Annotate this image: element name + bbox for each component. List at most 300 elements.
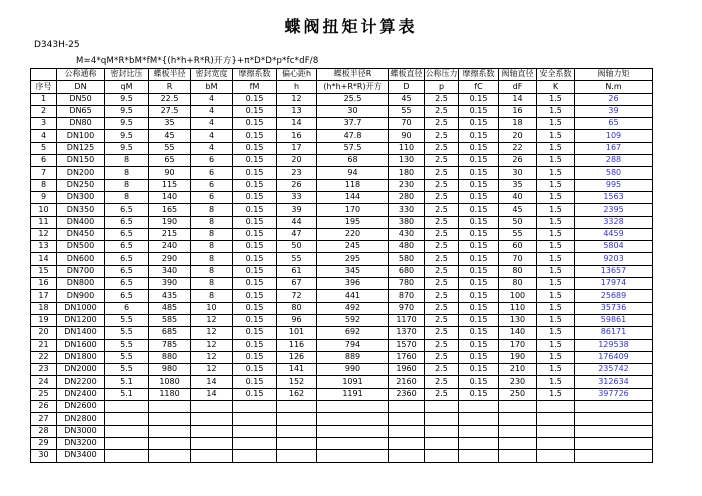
cell-r: 685 <box>149 327 191 339</box>
cell-k: 1.5 <box>537 314 575 326</box>
cell-qm <box>105 401 149 413</box>
cell-k: 1.5 <box>537 118 575 130</box>
cell-dn: DN800 <box>57 278 105 290</box>
cell-sqrt: 30 <box>317 105 389 117</box>
cell-dn: DN50 <box>57 93 105 105</box>
cell-sqrt: 692 <box>317 327 389 339</box>
cell-torque: 25689 <box>575 290 653 302</box>
cell-sqrt <box>317 413 389 425</box>
cell-qm: 9.5 <box>105 105 149 117</box>
cell-r: 880 <box>149 351 191 363</box>
cell-fc: 0.15 <box>459 253 499 265</box>
cell-p <box>425 450 459 462</box>
cell-r: 785 <box>149 339 191 351</box>
header-cell-dn-r1: 公称通称 <box>57 69 105 81</box>
cell-fm: 0.15 <box>233 167 277 179</box>
cell-r: 90 <box>149 167 191 179</box>
cell-qm: 8 <box>105 179 149 191</box>
cell-index: 14 <box>31 253 57 265</box>
cell-torque: 1563 <box>575 191 653 203</box>
cell-index: 11 <box>31 216 57 228</box>
cell-df: 14 <box>499 93 537 105</box>
cell-torque <box>575 450 653 462</box>
cell-bm <box>191 413 233 425</box>
cell-df: 55 <box>499 228 537 240</box>
cell-h: 26 <box>277 179 317 191</box>
table-row <box>31 241 653 253</box>
cell-df <box>499 425 537 437</box>
cell-fc <box>459 401 499 413</box>
cell-qm: 8 <box>105 155 149 167</box>
cell-k: 1.5 <box>537 376 575 388</box>
cell-index: 6 <box>31 155 57 167</box>
cell-r: 390 <box>149 278 191 290</box>
table-row <box>31 204 653 216</box>
cell-k: 1.5 <box>537 290 575 302</box>
cell-torque: 39 <box>575 105 653 117</box>
cell-sqrt <box>317 401 389 413</box>
cell-bm: 6 <box>191 191 233 203</box>
header-cell-h-r1: 偏心距h <box>277 69 317 81</box>
header-cell-p-r1: 公称压力 <box>425 69 459 81</box>
cell-fm <box>233 413 277 425</box>
cell-p <box>425 425 459 437</box>
cell-d: 680 <box>389 265 425 277</box>
cell-d: 1570 <box>389 339 425 351</box>
cell-p: 2.5 <box>425 105 459 117</box>
cell-d <box>389 413 425 425</box>
cell-torque: 5804 <box>575 241 653 253</box>
cell-sqrt: 592 <box>317 314 389 326</box>
cell-index: 23 <box>31 364 57 376</box>
cell-p: 2.5 <box>425 191 459 203</box>
cell-qm: 8 <box>105 167 149 179</box>
cell-qm: 6.5 <box>105 290 149 302</box>
table-row <box>31 376 653 388</box>
cell-df <box>499 437 537 449</box>
cell-bm: 8 <box>191 278 233 290</box>
cell-fc: 0.15 <box>459 105 499 117</box>
cell-sqrt <box>317 425 389 437</box>
cell-fc: 0.15 <box>459 376 499 388</box>
cell-fm: 0.15 <box>233 351 277 363</box>
cell-torque: 65 <box>575 118 653 130</box>
cell-df: 26 <box>499 155 537 167</box>
header-cell-sqrt-r2: (h*h+R*R)开方 <box>317 81 389 93</box>
cell-sqrt: 441 <box>317 290 389 302</box>
header-cell-p-r2: p <box>425 81 459 93</box>
cell-h <box>277 450 317 462</box>
cell-torque: 397726 <box>575 388 653 400</box>
cell-index: 18 <box>31 302 57 314</box>
cell-sqrt: 396 <box>317 278 389 290</box>
cell-index: 19 <box>31 314 57 326</box>
cell-d: 1370 <box>389 327 425 339</box>
cell-df: 50 <box>499 216 537 228</box>
cell-bm: 8 <box>191 241 233 253</box>
cell-sqrt: 295 <box>317 253 389 265</box>
cell-r: 290 <box>149 253 191 265</box>
cell-d <box>389 450 425 462</box>
cell-k: 1.5 <box>537 191 575 203</box>
cell-fc: 0.15 <box>459 142 499 154</box>
cell-k <box>537 401 575 413</box>
cell-r: 55 <box>149 142 191 154</box>
cell-h: 72 <box>277 290 317 302</box>
cell-index: 27 <box>31 413 57 425</box>
cell-r: 1180 <box>149 388 191 400</box>
cell-df: 130 <box>499 314 537 326</box>
cell-bm: 6 <box>191 179 233 191</box>
header-cell-index-r2: 序号 <box>31 81 57 93</box>
cell-h: 96 <box>277 314 317 326</box>
cell-fc: 0.15 <box>459 351 499 363</box>
cell-torque <box>575 413 653 425</box>
cell-index: 13 <box>31 241 57 253</box>
cell-k: 1.5 <box>537 216 575 228</box>
cell-fc: 0.15 <box>459 314 499 326</box>
cell-r <box>149 450 191 462</box>
cell-fm: 0.15 <box>233 191 277 203</box>
cell-sqrt: 492 <box>317 302 389 314</box>
table-header <box>31 69 653 94</box>
cell-bm: 4 <box>191 130 233 142</box>
table-row <box>31 401 653 413</box>
cell-torque: 3328 <box>575 216 653 228</box>
cell-p <box>425 401 459 413</box>
cell-fm: 0.15 <box>233 302 277 314</box>
cell-index: 7 <box>31 167 57 179</box>
cell-sqrt: 25.5 <box>317 93 389 105</box>
cell-bm: 8 <box>191 253 233 265</box>
table-row <box>31 339 653 351</box>
cell-index: 4 <box>31 130 57 142</box>
cell-k: 1.5 <box>537 228 575 240</box>
cell-qm: 5.5 <box>105 327 149 339</box>
cell-h <box>277 437 317 449</box>
cell-df: 35 <box>499 179 537 191</box>
cell-qm: 6.5 <box>105 204 149 216</box>
cell-p: 2.5 <box>425 339 459 351</box>
cell-r: 115 <box>149 179 191 191</box>
cell-sqrt: 94 <box>317 167 389 179</box>
cell-bm: 12 <box>191 364 233 376</box>
cell-r: 585 <box>149 314 191 326</box>
table-row <box>31 253 653 265</box>
table-row <box>31 388 653 400</box>
cell-index: 15 <box>31 265 57 277</box>
table-body <box>31 93 653 462</box>
cell-qm: 5.5 <box>105 351 149 363</box>
cell-qm: 9.5 <box>105 93 149 105</box>
cell-df: 22 <box>499 142 537 154</box>
cell-index: 29 <box>31 437 57 449</box>
cell-dn: DN1400 <box>57 327 105 339</box>
cell-dn: DN125 <box>57 142 105 154</box>
cell-fc: 0.15 <box>459 130 499 142</box>
header-cell-index-r1 <box>31 69 57 81</box>
cell-fm: 0.15 <box>233 376 277 388</box>
header-cell-fm-r1: 摩擦系数 <box>233 69 277 81</box>
cell-fc: 0.15 <box>459 278 499 290</box>
cell-d: 45 <box>389 93 425 105</box>
cell-sqrt: 990 <box>317 364 389 376</box>
cell-d: 580 <box>389 253 425 265</box>
cell-dn: DN2200 <box>57 376 105 388</box>
table-row <box>31 425 653 437</box>
cell-k: 1.5 <box>537 179 575 191</box>
cell-qm <box>105 437 149 449</box>
cell-sqrt: 1091 <box>317 376 389 388</box>
table-row <box>31 364 653 376</box>
cell-df: 110 <box>499 302 537 314</box>
cell-df: 45 <box>499 204 537 216</box>
cell-p: 2.5 <box>425 253 459 265</box>
cell-df: 18 <box>499 118 537 130</box>
cell-p: 2.5 <box>425 327 459 339</box>
table-row <box>31 327 653 339</box>
cell-dn: DN1000 <box>57 302 105 314</box>
cell-bm: 8 <box>191 216 233 228</box>
cell-bm: 6 <box>191 155 233 167</box>
cell-dn: DN250 <box>57 179 105 191</box>
cell-index: 26 <box>31 401 57 413</box>
cell-fm: 0.15 <box>233 216 277 228</box>
cell-k: 1.5 <box>537 130 575 142</box>
cell-index: 2 <box>31 105 57 117</box>
cell-r: 190 <box>149 216 191 228</box>
cell-sqrt: 47.8 <box>317 130 389 142</box>
cell-r: 240 <box>149 241 191 253</box>
model-code: D343H-25 <box>34 40 80 50</box>
table-row <box>31 228 653 240</box>
cell-torque: 129538 <box>575 339 653 351</box>
header-cell-bm-r2: bM <box>191 81 233 93</box>
cell-fc: 0.15 <box>459 191 499 203</box>
cell-df <box>499 401 537 413</box>
table-row <box>31 314 653 326</box>
cell-bm <box>191 437 233 449</box>
header-cell-fc-r1: 摩擦系数 <box>459 69 499 81</box>
table-row <box>31 155 653 167</box>
cell-qm: 6.5 <box>105 253 149 265</box>
cell-index: 8 <box>31 179 57 191</box>
cell-fm: 0.15 <box>233 155 277 167</box>
header-cell-df-r1: 阀轴直径 <box>499 69 537 81</box>
cell-fm: 0.15 <box>233 388 277 400</box>
cell-k: 1.5 <box>537 253 575 265</box>
cell-bm: 12 <box>191 351 233 363</box>
cell-torque: 167 <box>575 142 653 154</box>
cell-r: 65 <box>149 155 191 167</box>
cell-fm: 0.15 <box>233 179 277 191</box>
table-row <box>31 130 653 142</box>
cell-sqrt: 889 <box>317 351 389 363</box>
cell-qm: 9.5 <box>105 130 149 142</box>
cell-h <box>277 401 317 413</box>
cell-d: 2360 <box>389 388 425 400</box>
cell-p: 2.5 <box>425 364 459 376</box>
cell-r <box>149 425 191 437</box>
cell-h: 14 <box>277 118 317 130</box>
cell-h: 80 <box>277 302 317 314</box>
cell-torque: 288 <box>575 155 653 167</box>
cell-k: 1.5 <box>537 105 575 117</box>
cell-bm: 10 <box>191 302 233 314</box>
cell-h: 141 <box>277 364 317 376</box>
cell-d: 2160 <box>389 376 425 388</box>
cell-qm: 5.1 <box>105 388 149 400</box>
cell-fc: 0.15 <box>459 265 499 277</box>
cell-p: 2.5 <box>425 376 459 388</box>
cell-index: 1 <box>31 93 57 105</box>
cell-k: 1.5 <box>537 265 575 277</box>
cell-torque: 235742 <box>575 364 653 376</box>
cell-p: 2.5 <box>425 130 459 142</box>
cell-sqrt: 37.7 <box>317 118 389 130</box>
cell-df: 230 <box>499 376 537 388</box>
cell-dn: DN2600 <box>57 401 105 413</box>
cell-dn: DN450 <box>57 228 105 240</box>
cell-h: 67 <box>277 278 317 290</box>
cell-dn: DN2800 <box>57 413 105 425</box>
cell-fm: 0.15 <box>233 278 277 290</box>
cell-fc <box>459 450 499 462</box>
header-cell-bm-r1: 密封宽度 <box>191 69 233 81</box>
cell-qm: 8 <box>105 191 149 203</box>
cell-torque <box>575 401 653 413</box>
cell-sqrt: 1191 <box>317 388 389 400</box>
cell-r: 27.5 <box>149 105 191 117</box>
cell-r: 1080 <box>149 376 191 388</box>
cell-p: 2.5 <box>425 351 459 363</box>
header-cell-qm-r2: qM <box>105 81 149 93</box>
cell-qm: 5.5 <box>105 339 149 351</box>
table-row <box>31 413 653 425</box>
cell-h: 17 <box>277 142 317 154</box>
table-row <box>31 302 653 314</box>
cell-h: 12 <box>277 93 317 105</box>
cell-fc: 0.15 <box>459 204 499 216</box>
cell-sqrt <box>317 437 389 449</box>
cell-k: 1.5 <box>537 327 575 339</box>
cell-dn: DN500 <box>57 241 105 253</box>
cell-index: 28 <box>31 425 57 437</box>
cell-bm: 8 <box>191 265 233 277</box>
cell-fc: 0.15 <box>459 388 499 400</box>
cell-dn: DN3400 <box>57 450 105 462</box>
cell-fm: 0.15 <box>233 118 277 130</box>
cell-d: 90 <box>389 130 425 142</box>
cell-d: 780 <box>389 278 425 290</box>
cell-torque <box>575 437 653 449</box>
cell-df <box>499 450 537 462</box>
cell-k: 1.5 <box>537 93 575 105</box>
cell-qm <box>105 450 149 462</box>
cell-index: 20 <box>31 327 57 339</box>
cell-fm: 0.15 <box>233 290 277 302</box>
table-row <box>31 265 653 277</box>
cell-h: 13 <box>277 105 317 117</box>
cell-h: 39 <box>277 204 317 216</box>
table-row <box>31 437 653 449</box>
cell-index: 30 <box>31 450 57 462</box>
cell-d: 1960 <box>389 364 425 376</box>
cell-k: 1.5 <box>537 364 575 376</box>
cell-torque: 59861 <box>575 314 653 326</box>
cell-fm: 0.15 <box>233 339 277 351</box>
cell-fc: 0.15 <box>459 228 499 240</box>
cell-qm: 6.5 <box>105 241 149 253</box>
cell-dn: DN200 <box>57 167 105 179</box>
cell-qm: 5.5 <box>105 364 149 376</box>
cell-sqrt: 170 <box>317 204 389 216</box>
cell-dn: DN700 <box>57 265 105 277</box>
cell-dn: DN400 <box>57 216 105 228</box>
header-cell-df-r2: dF <box>499 81 537 93</box>
cell-p: 2.5 <box>425 167 459 179</box>
cell-k <box>537 437 575 449</box>
cell-h: 23 <box>277 167 317 179</box>
header-cell-k-r1: 安全系数 <box>537 69 575 81</box>
cell-h: 101 <box>277 327 317 339</box>
header-cell-h-r2: h <box>277 81 317 93</box>
cell-df: 170 <box>499 339 537 351</box>
table-row <box>31 191 653 203</box>
cell-df: 100 <box>499 290 537 302</box>
cell-fc: 0.15 <box>459 118 499 130</box>
cell-fm: 0.15 <box>233 314 277 326</box>
cell-r: 22.5 <box>149 93 191 105</box>
cell-r: 215 <box>149 228 191 240</box>
cell-p: 2.5 <box>425 265 459 277</box>
cell-index: 5 <box>31 142 57 154</box>
cell-bm: 4 <box>191 118 233 130</box>
cell-sqrt: 245 <box>317 241 389 253</box>
cell-sqrt: 68 <box>317 155 389 167</box>
cell-fc: 0.15 <box>459 241 499 253</box>
header-cell-k-r2: K <box>537 81 575 93</box>
cell-k: 1.5 <box>537 167 575 179</box>
cell-p: 2.5 <box>425 228 459 240</box>
cell-index: 3 <box>31 118 57 130</box>
cell-r: 980 <box>149 364 191 376</box>
cell-dn: DN2000 <box>57 364 105 376</box>
cell-fm: 0.15 <box>233 364 277 376</box>
cell-torque: 995 <box>575 179 653 191</box>
cell-k <box>537 450 575 462</box>
cell-d <box>389 425 425 437</box>
cell-bm: 14 <box>191 388 233 400</box>
cell-d: 870 <box>389 290 425 302</box>
cell-qm <box>105 425 149 437</box>
cell-torque: 26 <box>575 93 653 105</box>
cell-dn: DN2400 <box>57 388 105 400</box>
cell-d: 230 <box>389 179 425 191</box>
cell-k: 1.5 <box>537 204 575 216</box>
cell-qm: 6 <box>105 302 149 314</box>
header-cell-torque-r1: 阀轴力矩 <box>575 69 653 81</box>
table-row <box>31 450 653 462</box>
cell-qm: 6.5 <box>105 265 149 277</box>
cell-k: 1.5 <box>537 388 575 400</box>
cell-dn: DN80 <box>57 118 105 130</box>
header-row-symbols <box>31 81 653 93</box>
cell-qm: 9.5 <box>105 118 149 130</box>
cell-fm: 0.15 <box>233 130 277 142</box>
cell-p: 2.5 <box>425 118 459 130</box>
cell-torque <box>575 425 653 437</box>
